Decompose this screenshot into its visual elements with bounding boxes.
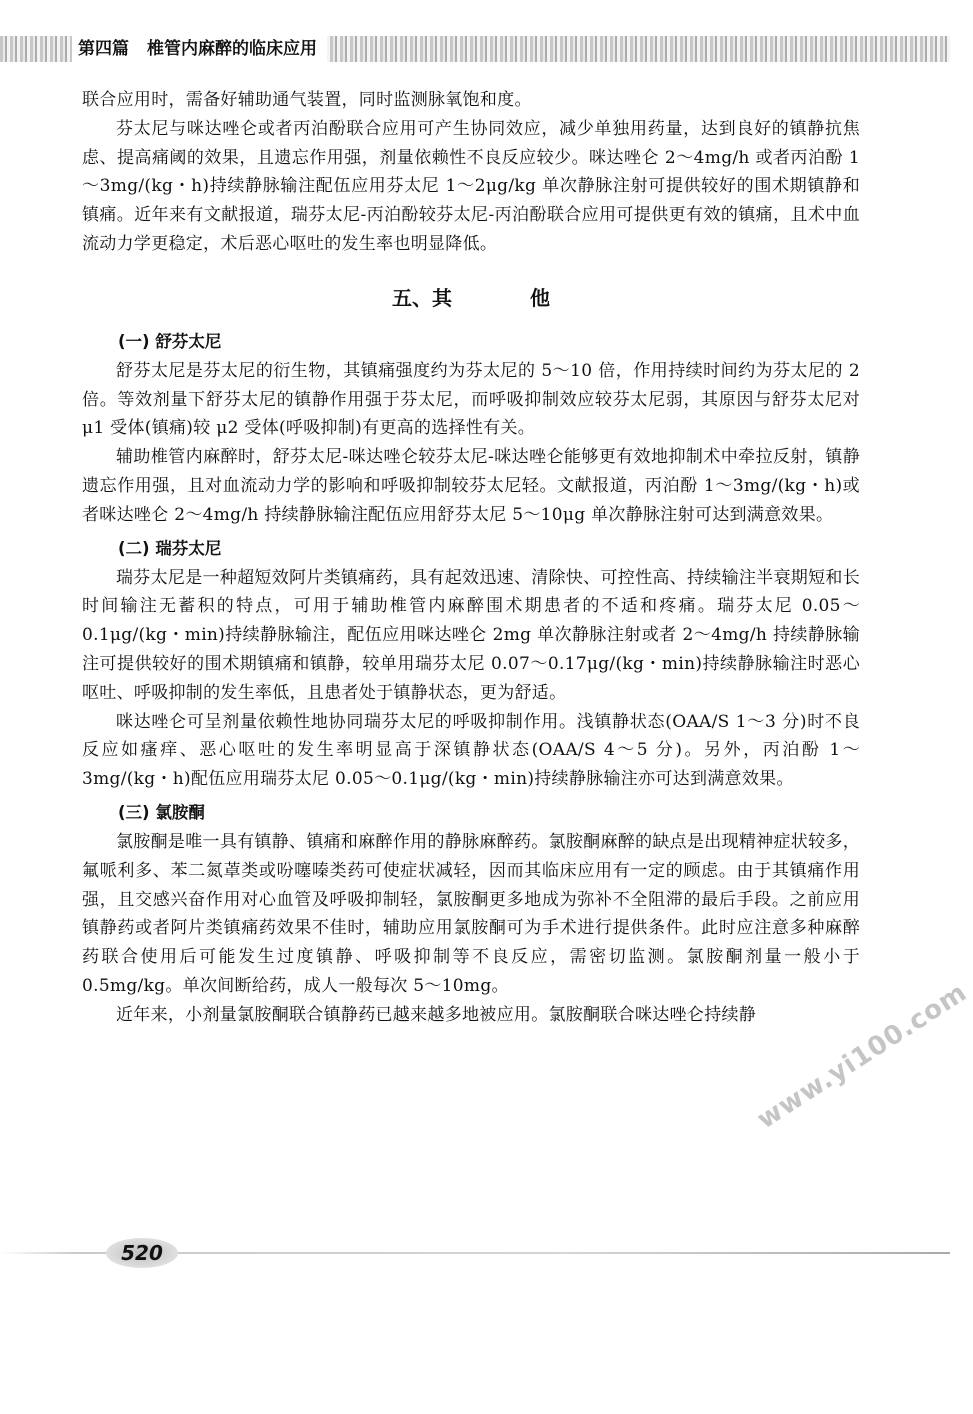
- section-title-part-b: 他: [530, 285, 550, 310]
- header-chapter: 第四篇: [78, 39, 129, 59]
- paragraph: 联合应用时，需备好辅助通气装置，同时监测脉氧饱和度。: [82, 90, 532, 110]
- paragraph: 咪达唑仑可呈剂量依赖性地协同瑞芬太尼的呼吸抑制作用。浅镇静状态(OAA/S 1～3 分)时不良反应如瘙痒、恶心呕吐的发生率明显高于深镇静状态(OAA/S 4～5 分)。另外，丙泊酚 1～3mg/(kg・h)配伍应用瑞芬太尼 0.05～0.1μg/(kg・min)持续静脉输注亦可达到满意效果。: [82, 711, 860, 790]
- paragraph: 辅助椎管内麻醉时，舒芬太尼-咪达唑仑较芬太尼-咪达唑仑能够更有效地抑制术中牵拉反射，镇静遗忘作用强，且对血流动力学的影响和呼吸抑制较芬太尼轻。文献报道，丙泊酚 1～3mg/(kg・h)或者咪达唑仑 2～4mg/h 持续静脉输注配伍应用舒芬太尼 5～10μg 单次静脉注射可达到满意效果。: [82, 447, 860, 525]
- header-title: 椎管内麻醉的临床应用: [147, 39, 317, 59]
- subsection-heading: (三) 氯胺酮: [118, 802, 205, 822]
- section-title: [82, 282, 860, 311]
- page-body: [82, 86, 860, 1030]
- paragraph: 舒芬太尼是芬太尼的衍生物，其镇痛强度约为芬太尼的 5～10 倍，作用持续时间约为芬太尼的 2 倍。等效剂量下舒芬太尼的镇静作用强于芬太尼，而呼吸抑制效应较芬太尼弱，其原因与舒芬太尼对 μ1 受体(镇痛)较 μ2 受体(呼吸抑制)有更高的选择性有关。: [82, 360, 860, 439]
- paragraph: 瑞芬太尼是一种超短效阿片类镇痛药，具有起效迅速、清除快、可控性高、持续输注半衰期短和长时间输注无蓄积的特点，可用于辅助椎管内麻醉围术期患者的不适和疼痛。瑞芬太尼 0.05～0.1μg/(kg・min)持续静脉输注，配伍应用咪达唑仑 2mg 单次静脉注射或者 2～4mg/h 持续静脉输注可提供较好的围术期镇痛和镇静，较单用瑞芬太尼 0.07～0.17μg/(kg・min)持续静脉输注时恶心呕吐、呼吸抑制的发生率低，且患者处于镇静状态，更为舒适。: [82, 567, 860, 703]
- running-header: [72, 36, 327, 62]
- paragraph: 近年来，小剂量氯胺酮联合镇静药已越来越多地被应用。氯胺酮联合咪达唑仑持续静: [116, 1004, 757, 1025]
- subsection-heading: (一) 舒芬太尼: [118, 331, 222, 351]
- subsection-heading: (二) 瑞芬太尼: [118, 538, 222, 558]
- watermark: www.yi100.com: [752, 977, 973, 1136]
- paragraph: 芬太尼与咪达唑仑或者丙泊酚联合应用可产生协同效应，减少单独用药量，达到良好的镇静抗焦虑、提高痛阈的效果，且遗忘作用强，剂量依赖性不良反应较少。咪达唑仑 2～4mg/h 或者丙泊酚 1～3mg/(kg・h)持续静脉输注配伍应用芬太尼 1～2μg/kg 单次静脉注射可提供较好的围术期镇静和镇痛。近年来有文献报道，瑞芬太尼-丙泊酚较芬太尼-丙泊酚联合应用可提供更有效的镇痛，且术中血流动力学更稳定，术后恶心呕吐的发生率也明显降低。: [82, 118, 860, 254]
- page-number: 520: [106, 1238, 178, 1268]
- section-title-part-a: 五、其: [392, 285, 452, 310]
- paragraph: 氯胺酮是唯一具有镇静、镇痛和麻醉作用的静脉麻醉药。氯胺酮麻醉的缺点是出现精神症状较多，氟哌利多、苯二氮䓬类或吩噻嗪类药可使症状减轻，因而其临床应用有一定的顾虑。由于其镇痛作用强，且交感兴奋作用对心血管及呼吸抑制轻，氯胺酮更多地成为弥补不全阻滞的最后手段。之前应用镇静药或者阿片类镇痛药效果不佳时，辅助应用氯胺酮可为手术进行提供条件。此时应注意多种麻醉药联合使用后可能发生过度镇静、呼吸抑制等不良反应，需密切监测。氯胺酮剂量一般小于 0.5mg/kg。单次间断给药，成人一般每次 5～10mg。: [82, 831, 860, 996]
